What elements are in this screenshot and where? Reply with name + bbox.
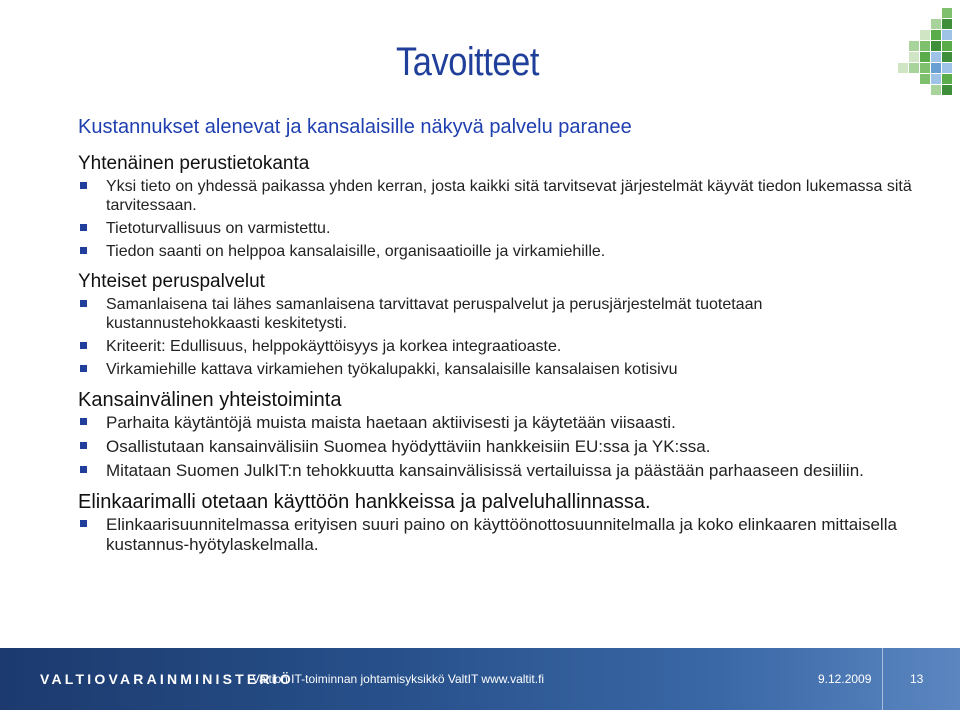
list-item-text: Mitataan Suomen JulkIT:n tehokkuutta kansainvälisissä vertailuissa ja päästään parhaaseen desiiliin. — [106, 461, 864, 480]
list-item-text: Tiedon saanti on helppoa kansalaisille, organisaatioille ja virkamiehille. — [106, 243, 606, 260]
square-bullet-icon — [80, 247, 87, 254]
list-item — [78, 337, 918, 356]
section-basic-database — [78, 153, 918, 261]
square-bullet-icon — [80, 182, 87, 189]
footer-divider — [882, 648, 883, 710]
footer-date: 9.12.2009 — [818, 672, 872, 686]
logo-square — [931, 19, 941, 29]
square-bullet-icon — [80, 365, 87, 372]
square-bullet-icon — [80, 300, 87, 307]
list-item — [78, 360, 918, 379]
logo-square — [898, 63, 908, 73]
list-item — [78, 437, 918, 457]
list-item-text: Elinkaarisuunnitelmassa erityisen suuri paino on käyttöönottosuunnitelmalla ja koko elinkaaren mittaisella kustannus-hyötylaskelmalla. — [106, 515, 897, 554]
section-common-services — [78, 271, 918, 379]
logo-square — [909, 41, 919, 51]
bullet-list — [78, 295, 918, 379]
slide-subtitle: Kustannukset alenevat ja kansalaisille näkyvä palvelu paranee — [78, 116, 632, 138]
logo-square — [920, 41, 930, 51]
list-item — [78, 219, 918, 238]
bullet-list — [78, 515, 918, 555]
logo-square — [920, 74, 930, 84]
square-bullet-icon — [80, 418, 87, 425]
list-item — [78, 515, 918, 555]
list-item — [78, 242, 918, 261]
footer-bar — [0, 648, 960, 710]
logo-square — [931, 74, 941, 84]
logo-square — [942, 30, 952, 40]
logo-square — [931, 30, 941, 40]
list-item-text: Virkamiehille kattava virkamiehen työkalupakki, kansalaisille kansalaisen kotisivu — [106, 361, 678, 378]
ministry-logo-text: VALTIOVARAINMINISTERIÖ — [40, 671, 294, 687]
logo-square — [909, 63, 919, 73]
slide-title: Tavoitteet — [396, 40, 539, 84]
logo-square — [920, 30, 930, 40]
list-item — [78, 177, 918, 215]
square-bullet-icon — [80, 442, 87, 449]
list-item — [78, 295, 918, 333]
logo-square — [931, 52, 941, 62]
square-bullet-icon — [80, 466, 87, 473]
logo-square — [942, 41, 952, 51]
list-item-text: Osallistutaan kansainvälisiin Suomea hyödyttäviin hankkeisiin EU:ssa ja YK:ssa. — [106, 437, 711, 456]
list-item-text: Parhaita käytäntöjä muista maista haetaan aktiivisesti ja käytetään viisaasti. — [106, 413, 676, 432]
bullet-list — [78, 177, 918, 261]
section-international-cooperation — [78, 389, 918, 481]
list-item-text: Samanlaisena tai lähes samanlaisena tarvittavat peruspalvelut ja perusjärjestelmät tuotetaan kustannustehokkaasti keskitetysti. — [106, 296, 763, 332]
section-heading: Kansainvälinen yhteistoiminta — [78, 389, 342, 411]
bullet-list — [78, 413, 918, 481]
logo-square — [942, 74, 952, 84]
page-number: 13 — [910, 672, 924, 686]
logo-square — [942, 85, 952, 95]
logo-square — [920, 52, 930, 62]
section-heading: Elinkaarimalli otetaan käyttöön hankkeissa ja palveluhallinnassa. — [78, 491, 651, 513]
list-item — [78, 461, 918, 481]
list-item-text: Yksi tieto on yhdessä paikassa yhden kerran, josta kaikki sitä tarvitsevat järjestelmät käyvät tiedon lukemassa sitä tarvitessaan. — [106, 178, 912, 214]
logo-square — [942, 63, 952, 73]
section-lifecycle-model — [78, 491, 918, 555]
slide-content — [78, 116, 918, 559]
footer-organization: Valtion IT-toiminnan johtamisyksikkö ValtIT www.valtit.fi — [252, 672, 545, 686]
square-bullet-icon — [80, 342, 87, 349]
logo-square — [931, 63, 941, 73]
square-bullet-icon — [80, 520, 87, 527]
section-heading: Yhtenäinen perustietokanta — [78, 153, 310, 174]
logo-square — [931, 41, 941, 51]
logo-square — [942, 19, 952, 29]
logo-square — [942, 52, 952, 62]
list-item-text: Tietoturvallisuus on varmistettu. — [106, 220, 331, 237]
logo-squares-icon — [898, 8, 954, 100]
section-heading: Yhteiset peruspalvelut — [78, 271, 265, 292]
logo-square — [920, 63, 930, 73]
list-item — [78, 413, 918, 433]
logo-square — [909, 52, 919, 62]
list-item-text: Kriteerit: Edullisuus, helppokäyttöisyys ja korkea integraatioaste. — [106, 338, 562, 355]
square-bullet-icon — [80, 224, 87, 231]
logo-square — [931, 85, 941, 95]
logo-square — [942, 8, 952, 18]
